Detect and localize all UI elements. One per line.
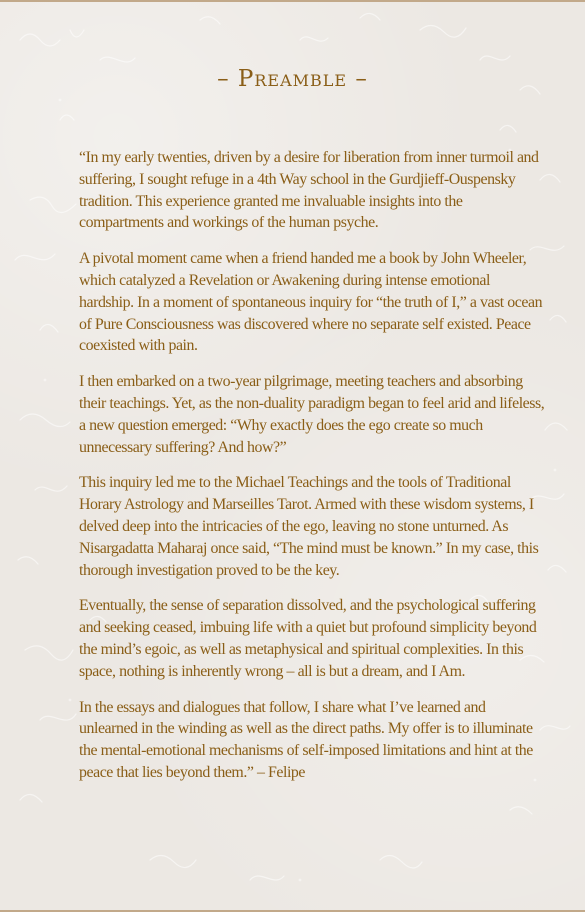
paragraph-1: “In my early twenties, driven by a desire for liberation from inner turmoil and suffering, I sought refuge in a 4th Way school in the Gurdjieff-Ouspensky tradition. This experience granted me invaluable insights into the compartments and workings of the human psyche.: [79, 149, 539, 232]
preamble-body: [79, 147, 545, 798]
paragraph-3: I then embarked on a two-year pilgrimage, meeting teachers and absorbing their teachings. Yet, as the non-duality paradigm began to feel arid and lifeless, a new question emerged: “Why exactly does the ego create so much unnecessary suffering? And how?”: [79, 373, 545, 456]
page-title: – Preamble –: [217, 66, 368, 92]
paragraph-6: In the essays and dialogues that follow, I share what I’ve learned and unlearned in the winding as well as the direct paths. My offer is to illuminate the mental-emotional mechanisms of self-imposed limitations and hint at the peace that lies beyond them.” – Felipe: [79, 698, 533, 781]
paragraph-4: This inquiry led me to the Michael Teachings and the tools of Traditional Horary Astrology and Marseilles Tarot. Armed with these wisdom systems, I delved deep into the intricacies of the ego, leaving no stone unturned. As Nisargadatta Maharaj once said, “The mind must be known.” In my case, this thorough investigation proved to be the key.: [79, 474, 539, 579]
top-border: [0, 0, 585, 2]
paragraph-2: A pivotal moment came when a friend handed me a book by John Wheeler, which catalyzed a Revelation or Awakening during intense emotional hardship. In a moment of spontaneous inquiry for “the truth of I,” a vast ocean of Pure Consciousness was discovered where no separate self existed. Peace coexisted with pain.: [79, 250, 543, 355]
paragraph-5: Eventually, the sense of separation dissolved, and the psychological suffering and seeking ceased, imbuing life with a quiet but profound simplicity beyond the mind’s egoic, as well as metaphysical and spiritual complexities. In this space, nothing is inherently wrong – all is but a dream, and I Am.: [79, 597, 537, 680]
